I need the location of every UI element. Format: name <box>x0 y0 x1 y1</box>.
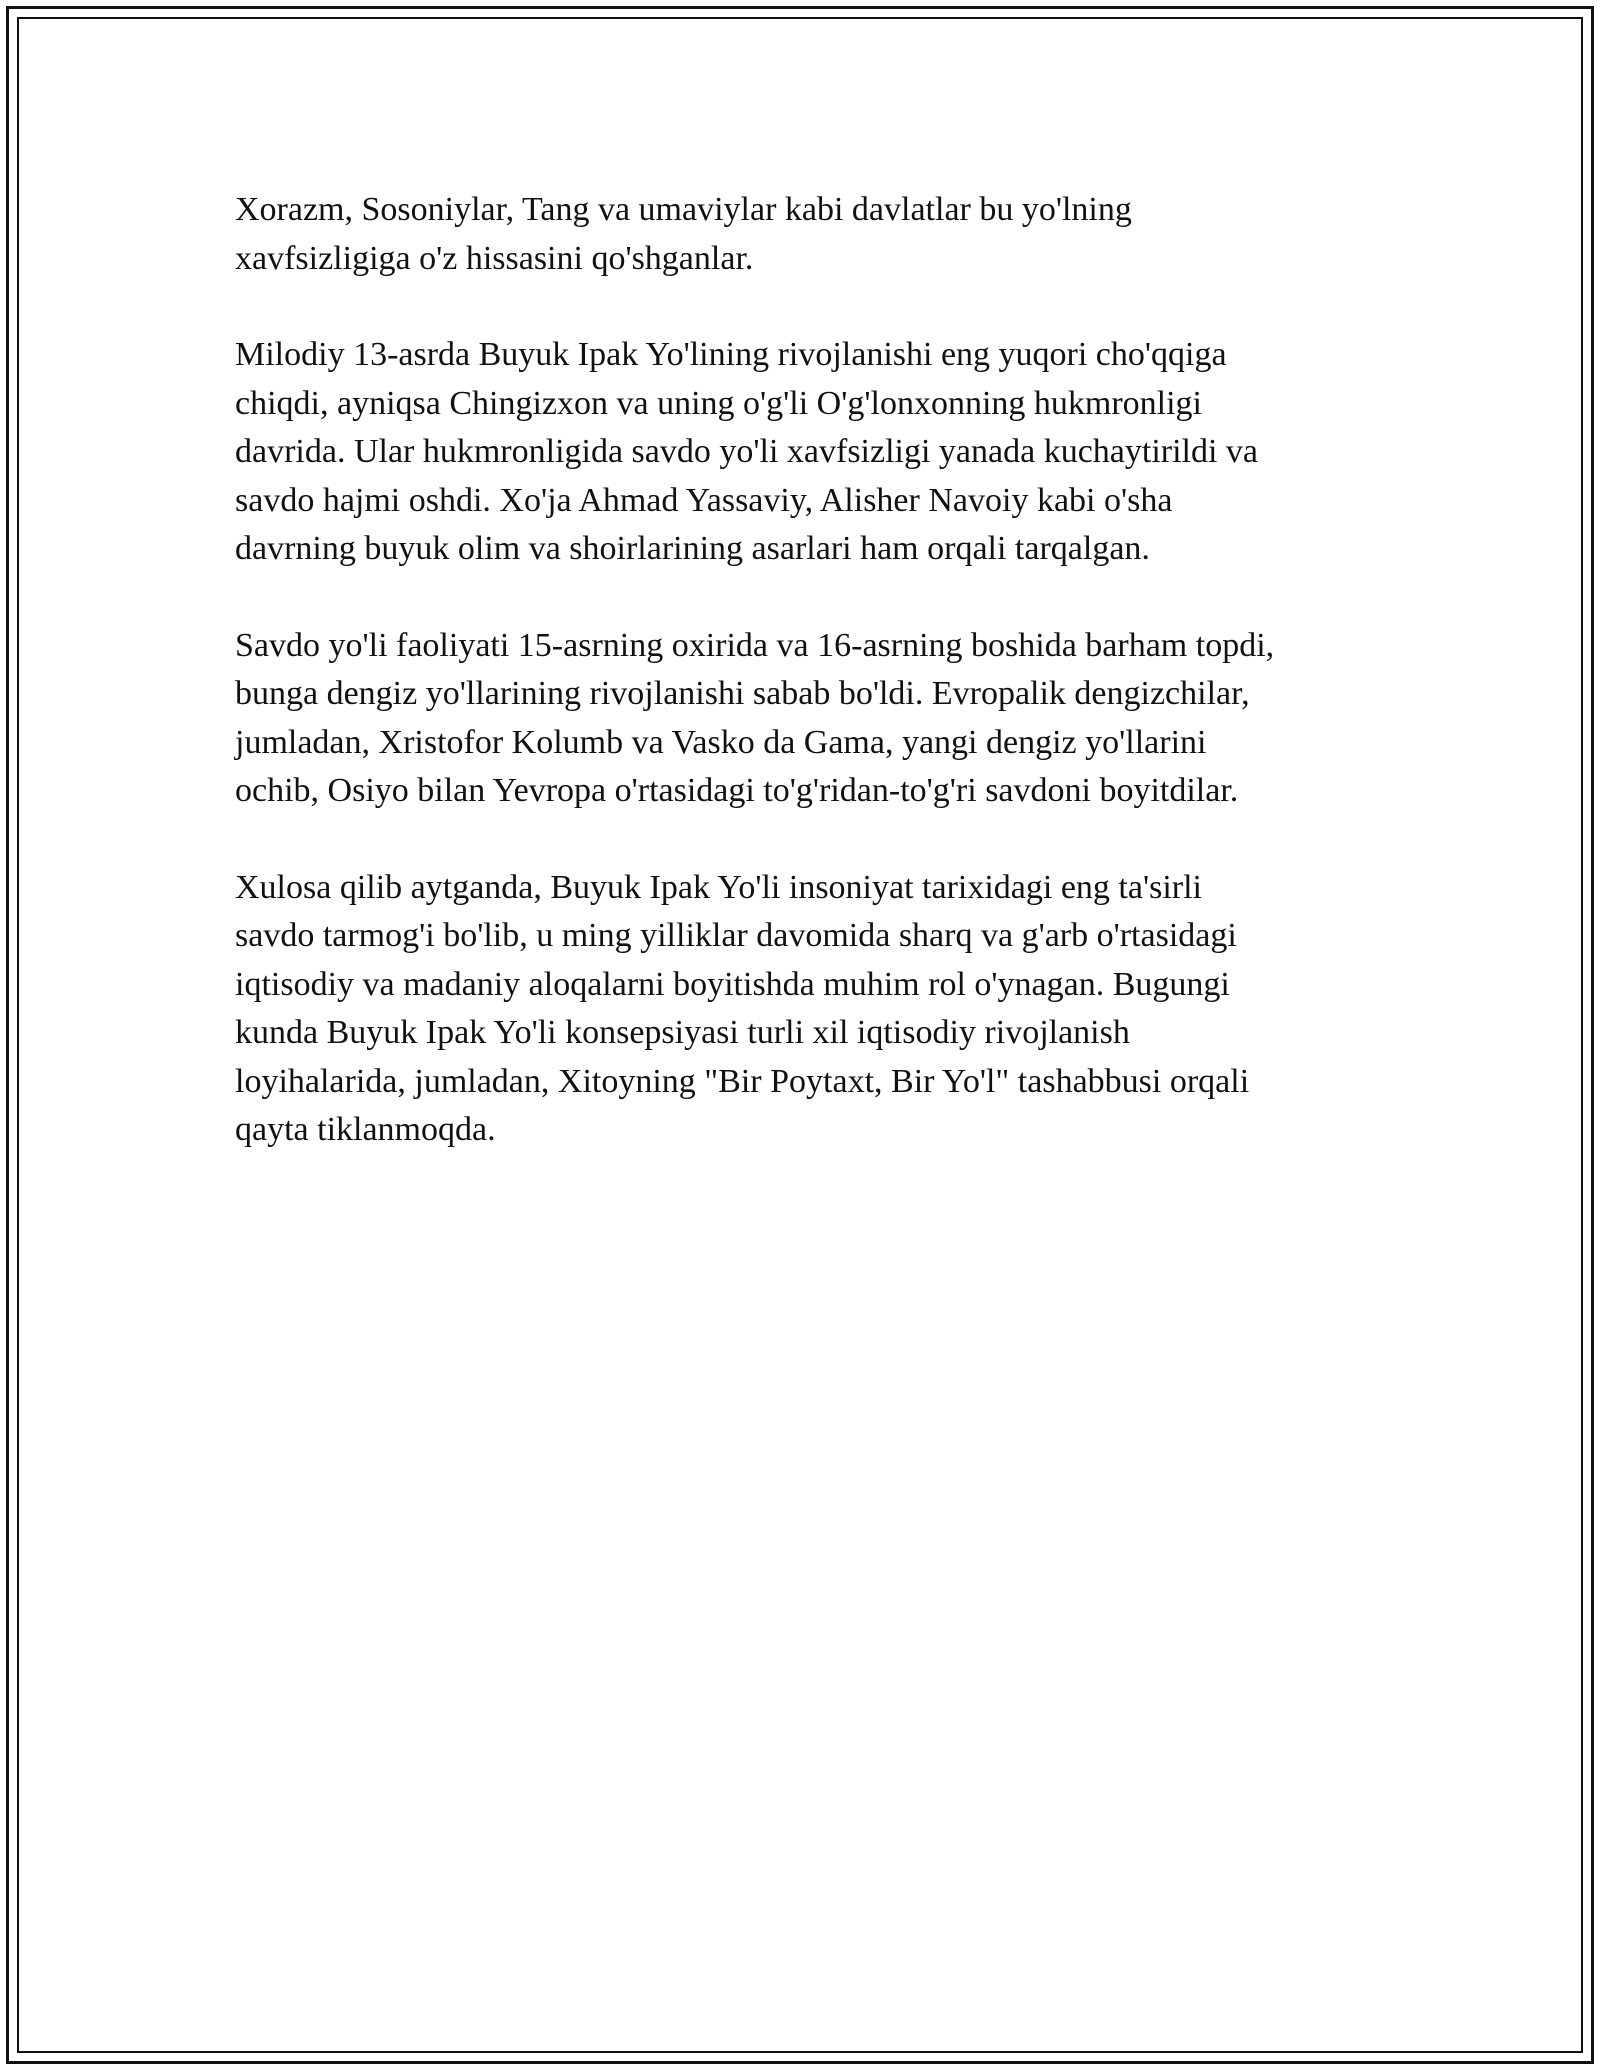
paragraph-1: Xorazm, Sosoniylar, Tang va umaviylar kabi davlatlar bu yo'lning xavfsizligiga o'z hissasini qo'shganlar. <box>235 191 1132 277</box>
paragraph-3: Savdo yo'li faoliyati 15-asrning oxirida va 16-asrning boshida barham topdi, bunga dengiz yo'llarining rivojlanishi sabab bo'ldi. Evropalik dengizchilar, jumladan, Xristofor Kolumb va Vasko da Gama, yangi dengiz yo'llarini ochib, Osiyo bilan Yevropa o'rtasidagi to'g'ridan-to'g'ri savdoni boyitdilar. <box>235 626 1275 809</box>
document-body <box>235 186 1375 1203</box>
paragraph-2: Milodiy 13-asrda Buyuk Ipak Yo'lining rivojlanishi eng yuqori cho'qqiga chiqdi, ayniqsa Chingizxon va uning o'g'li O'g'lonxonning hukmronligi davrida. Ular hukmronligida savdo yo'li xavfsizligi yanada kuchaytirildi va savdo hajmi oshdi. Xo'ja Ahmad Yassaviy, Alisher Navoiy kabi o'sha davrning buyuk olim va shoirlarining asarlari ham orqali tarqalgan. <box>235 336 1259 567</box>
paragraph-4: Xulosa qilib aytganda, Buyuk Ipak Yo'li insoniyat tarixidagi eng ta'sirli savdo tarmog'i bo'lib, u ming yilliklar davomida sharq va g'arb o'rtasidagi iqtisodiy va madaniy aloqalarni boyitishda muhim rol o'ynagan. Bugungi kunda Buyuk Ipak Yo'li konsepsiyasi turli xil iqtisodiy rivojlanish loyihalarida, jumladan, Xitoyning "Bir Poytaxt, Bir Yo'l" tashabbusi orqali qayta tiklanmoqda. <box>235 868 1250 1148</box>
